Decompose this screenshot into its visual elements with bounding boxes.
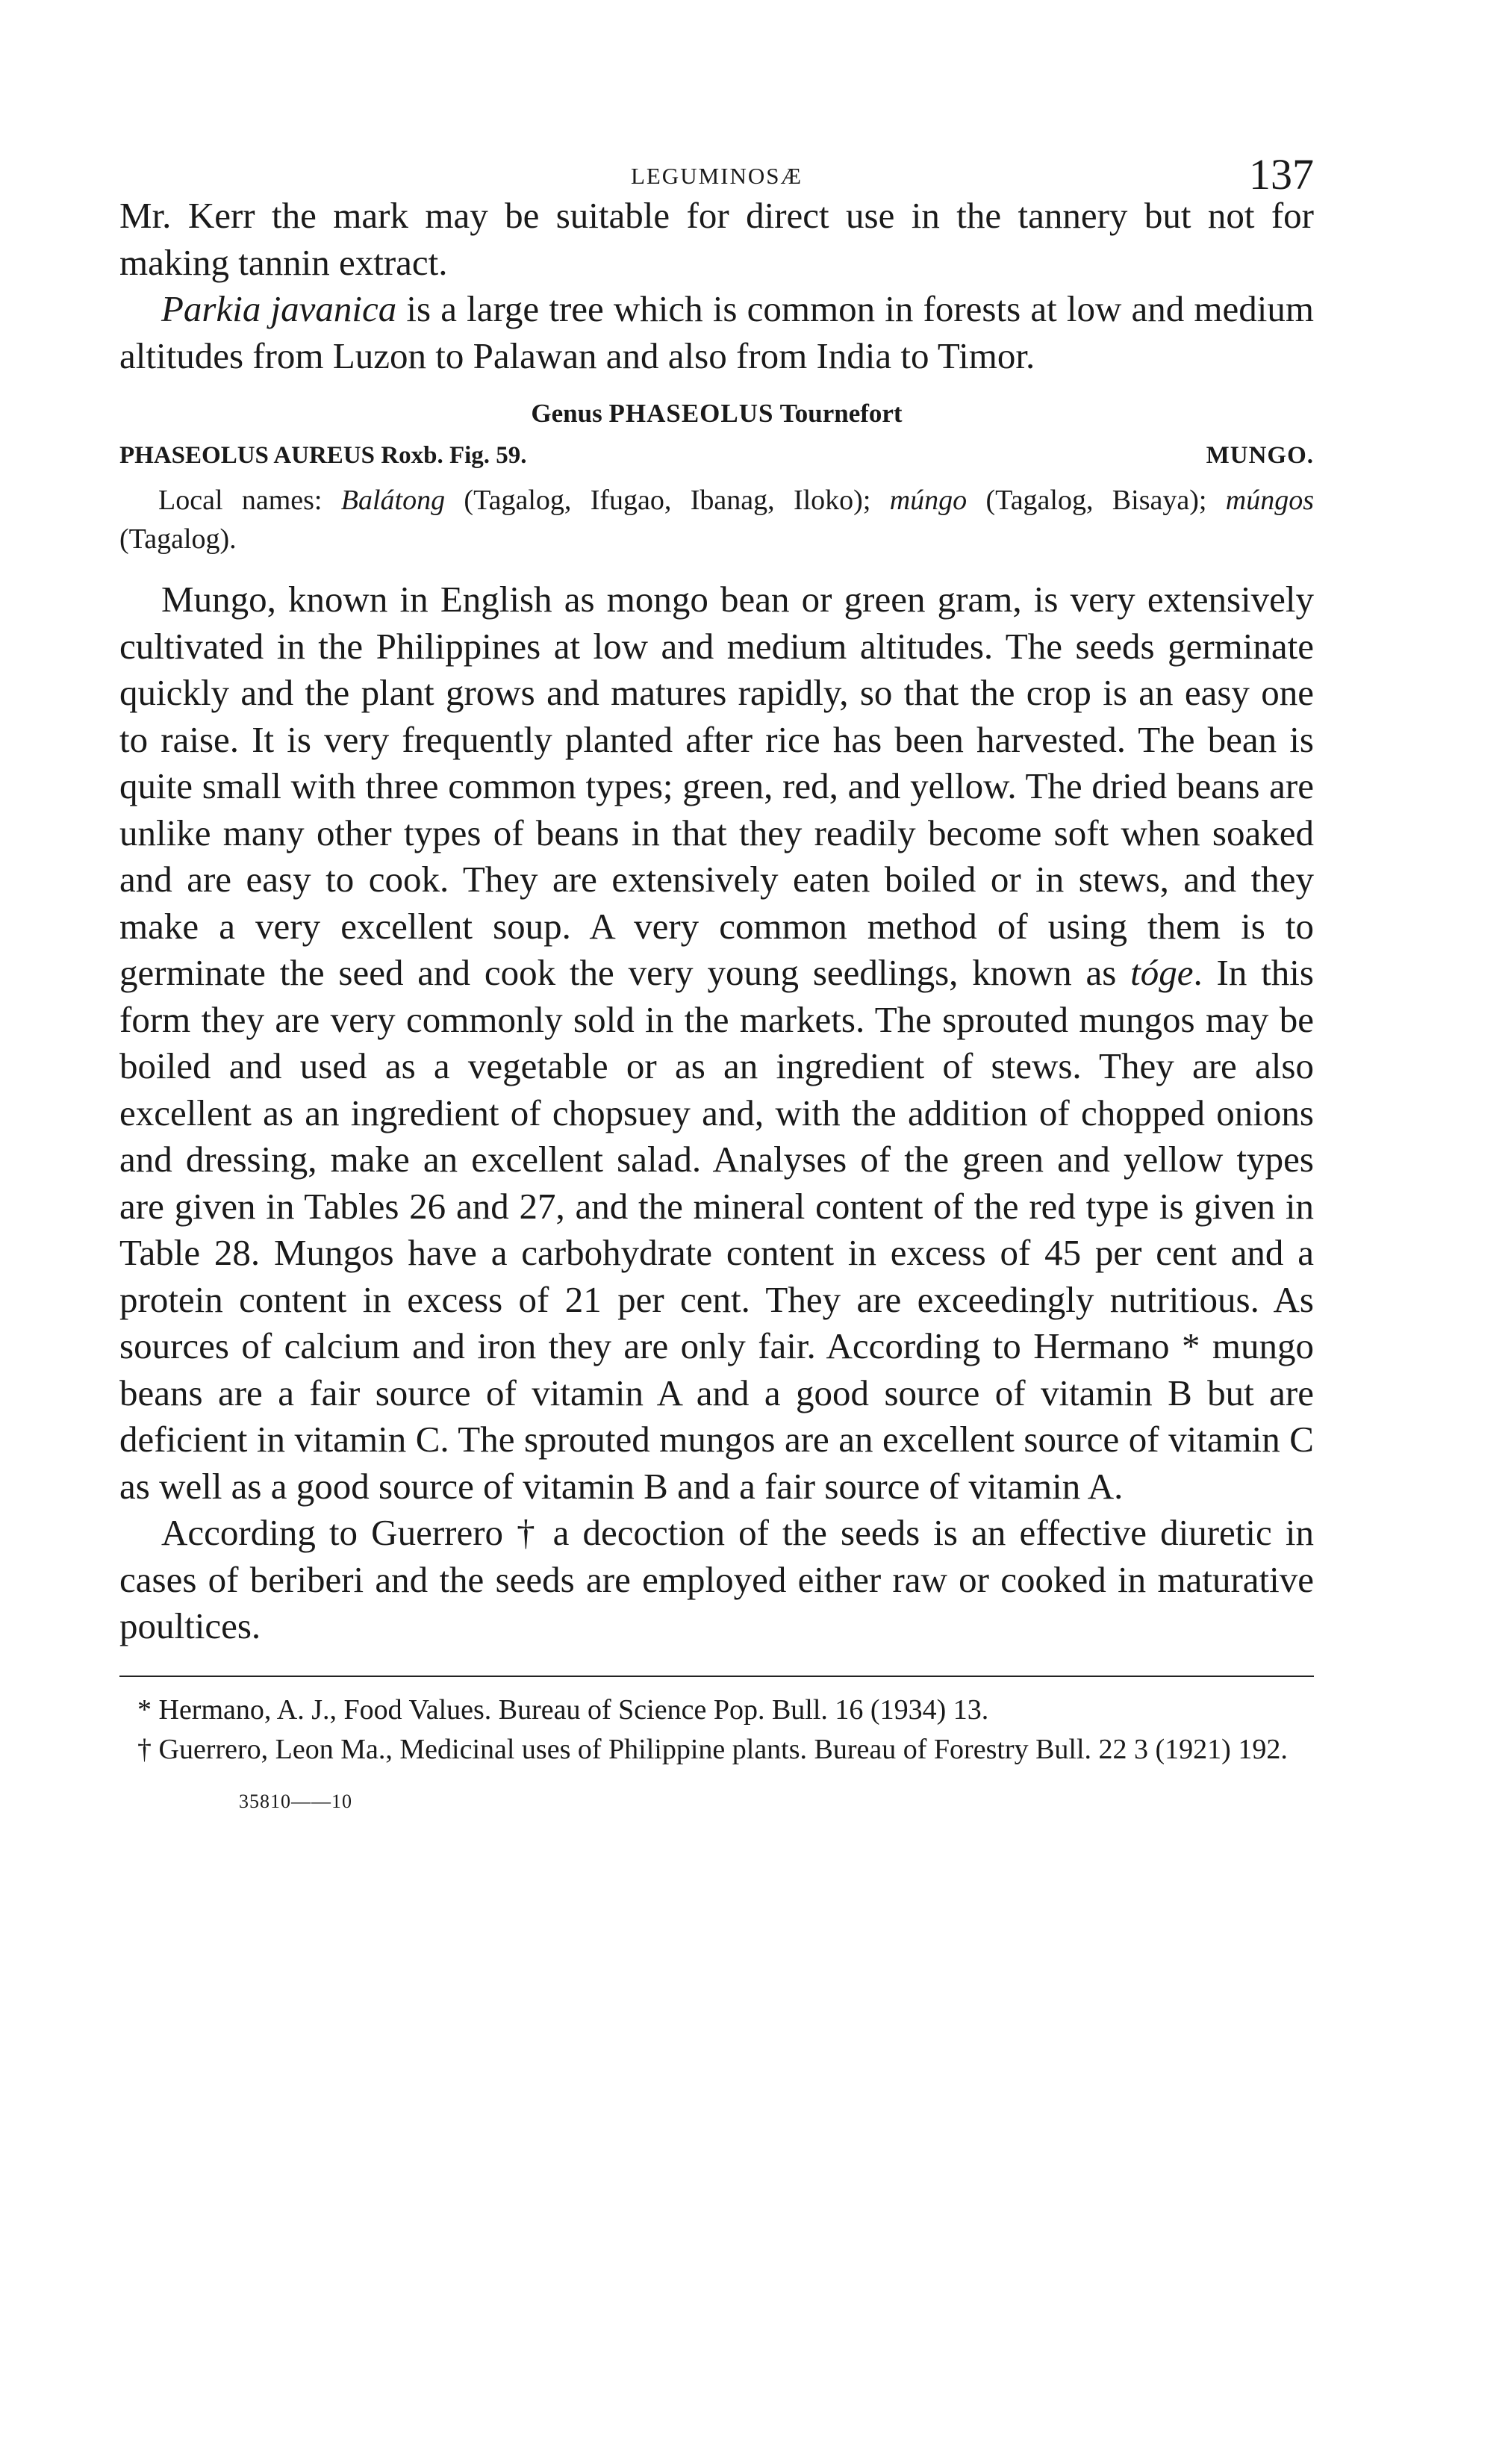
local-name-regions-3: (Tagalog).: [119, 523, 237, 555]
footnote-guerrero: † Guerrero, Leon Ma., Medicinal uses of Philippine plants. Bureau of Forestry Bull. 22 3 (1921) 192.: [137, 1733, 1288, 1765]
mungo-text-part-1: Mungo, known in English as mongo bean or green gram, is very extensively cultivated in the Philippines at low and medium altitudes. The seeds germinate quickly and the plant grows and matures rapidly, so that the crop is an easy one to raise. It is very frequently planted after rice has been harvested. The bean is quite small with three common types; green, red, and yellow. The dried beans are unlike many other types of beans in that they readily become soft when soaked and are easy to cook. They are extensively eaten boiled or in stews, and they make a very excellent soup. A very common method of using them is to germinate the seed and cook the very young seedlings, known as: [119, 579, 1314, 993]
local-name-mungos: múngos: [1225, 485, 1314, 516]
paragraph-tannery: Mr. Kerr the mark may be suitable for direct use in the tannery but not for making tannin extract.: [119, 195, 1314, 283]
paragraph-mungo-description: [119, 576, 1314, 1510]
genus-heading: [119, 399, 1314, 429]
footnote-divider: [119, 1676, 1314, 1677]
local-name-regions-1: (Tagalog, Ifugao, Ibanag, Iloko);: [445, 485, 890, 516]
local-name-regions-2: (Tagalog, Bisaya);: [967, 485, 1226, 516]
footnote-hermano: * Hermano, A. J., Food Values. Bureau of Science Pop. Bull. 16 (1934) 13.: [137, 1693, 989, 1726]
paragraph-parkia-text: is a large tree which is common in forests at low and medium altitudes from Luzon to Palawan and also from India to Timor.: [119, 288, 1314, 376]
page: [119, 134, 1314, 1813]
running-header: [119, 134, 1314, 199]
paragraph-parkia: [119, 286, 1314, 379]
species-name: PHASEOLUS AUREUS Roxb. Fig. 59.: [119, 442, 527, 469]
species-name-parkia: Parkia javanica: [161, 288, 397, 329]
local-names: [119, 481, 1314, 559]
genus-author: Tournefort: [779, 399, 903, 428]
local-name-balatong: Balátong: [340, 485, 446, 516]
page-number: 137: [1249, 150, 1314, 199]
printer-signature: 35810——10: [239, 1790, 352, 1812]
mungo-text-part-2: . In this form they are very commonly sold in the markets. The sprouted mungos may be boiled and used as a vegetable or as an ingredient of stews. They are also excellent as an ingredient of chopsuey and, with the addition of chopped onions and dressing, make an excellent salad. Analyses of the green and yellow types are given in Tables 26 and 27, and the mineral content of the red type is given in Table 28. Mungos have a carbohydrate content in excess of 45 per cent and a protein content in excess of 21 per cent. They are exceedingly nutritious. As sources of calcium and iron they are only fair. According to Hermano * mungo beans are a fair source of vitamin A and a good source of vitamin B but are deficient in vitamin C. The sprouted mungos are an excellent source of vitamin C as well as a good source of vitamin B and a fair source of vitamin A.: [119, 952, 1314, 1507]
paragraph-guerrero: According to Guerrero † a decoction of the seeds is an effective diuretic in cases of beriberi and the seeds are employed either raw or cooked in maturative poultices.: [119, 1512, 1314, 1646]
species-common-name: MUNGO.: [1206, 442, 1314, 469]
genus-label: Genus: [531, 399, 602, 428]
local-name-mungo: múngo: [889, 485, 968, 516]
local-names-prefix: Local names:: [158, 485, 341, 516]
running-title: LEGUMINOSÆ: [630, 163, 803, 189]
species-heading: [119, 442, 1314, 475]
term-toge: tóge: [1130, 952, 1194, 993]
genus-name: PHASEOLUS: [608, 399, 774, 428]
